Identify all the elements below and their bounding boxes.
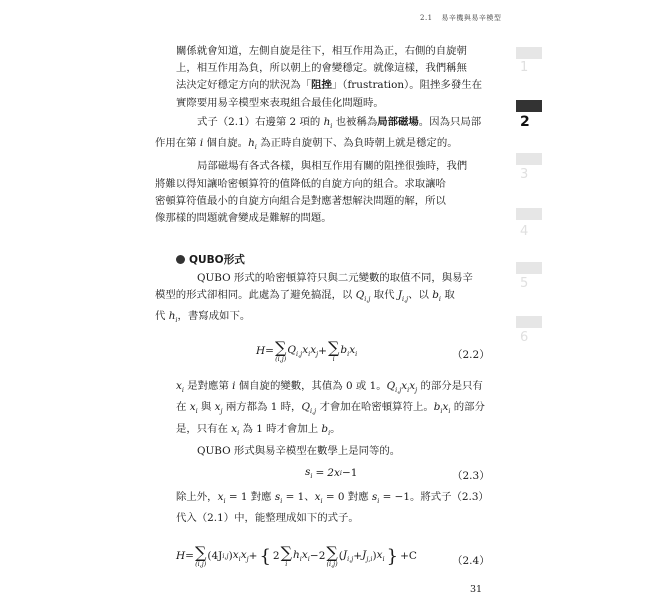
text-line: 除上外， bbox=[176, 491, 218, 503]
text-line: = −1。將式子（2.3） bbox=[379, 491, 489, 503]
text-line: = 1、 bbox=[282, 491, 315, 503]
text-line: 、以 bbox=[408, 289, 433, 302]
chapter-tab-label-4: 4 bbox=[520, 224, 529, 239]
term-local-field: 局部磁場 bbox=[377, 115, 419, 128]
text-line: 代 bbox=[155, 310, 169, 323]
chapter-tab-2 bbox=[516, 100, 542, 112]
term-frustration: 阻挫 bbox=[311, 79, 332, 92]
text-line: 也被稱為 bbox=[335, 115, 378, 128]
equation-2-3: $s_i$ = 2x i −1 bbox=[305, 466, 358, 481]
text-line: = 0 對應 bbox=[322, 491, 372, 503]
sum-symbol: ∑ (i,j) bbox=[194, 543, 207, 568]
chapter-tab-1 bbox=[516, 47, 542, 59]
paragraph-qubo-intro: QUBO 形式的哈密頓算符只與二元變數的取值不同，與易辛 模型的形式卻相同。此處為了避免搞混，以 $Q_{i,j}$ 取代 $J_{i,j}$、以 $b_i$ 取 代 $h_i$，書寫成如下。 bbox=[155, 272, 473, 325]
bullet-icon bbox=[176, 255, 185, 264]
chapter-tab-label-5: 5 bbox=[520, 276, 529, 291]
text-line: 式子（2.1）右邊第 2 項的 bbox=[197, 115, 324, 128]
text-line: 在 bbox=[176, 401, 190, 414]
text-line: 才會加在哈密頓算符上。 bbox=[316, 401, 434, 414]
running-head bbox=[420, 13, 570, 23]
text-line: 兩方都為 1 時， bbox=[222, 401, 302, 414]
chapter-tab-label-6: 6 bbox=[520, 330, 529, 345]
text-line: 與 bbox=[197, 401, 215, 414]
page-number: 31 bbox=[470, 584, 483, 595]
equation-number-2-3: （2.3） bbox=[452, 470, 490, 482]
text-line: QUBO 形式的哈密頓算符只與二元變數的取值不同，與易辛 bbox=[197, 272, 473, 284]
sum-symbol: ∑ i bbox=[327, 338, 340, 363]
sum-symbol: ∑ i bbox=[280, 543, 293, 568]
text-line: 。因為只局部 bbox=[418, 115, 482, 128]
text-line: 代入（2.1）中，能整理成如下的式子。 bbox=[176, 512, 359, 525]
text-line: = 1 對應 bbox=[225, 491, 275, 503]
paragraph-frustration bbox=[176, 43, 491, 112]
chapter-tab-label-2: 2 bbox=[520, 114, 530, 130]
text-line: 作用在第 bbox=[155, 137, 200, 150]
text-line: 像那樣的問題就會變成是難解的問題。 bbox=[155, 211, 332, 224]
text-line: 個自旋。 bbox=[203, 137, 249, 150]
equation-number-2-2: （2.2） bbox=[452, 349, 490, 361]
section-heading bbox=[176, 252, 245, 267]
text-line: 將難以得知讓哈密頓算符的值降低的自旋方向的組合。求取讓哈 bbox=[155, 177, 446, 190]
chapter-tab-6 bbox=[516, 316, 542, 328]
text-line: 的部分 bbox=[450, 401, 485, 414]
text-line: 是，只有在 bbox=[176, 422, 232, 435]
text-line: 實際要用易辛模型來表現組合最佳化問題時。 bbox=[176, 96, 384, 109]
paragraph-equivalence: QUBO 形式與易辛模型在數學上是同等的。 bbox=[197, 444, 401, 457]
text-line: 模型的形式卻相同。此處為了避免搞混，以 bbox=[155, 289, 356, 302]
chapter-tab-3 bbox=[516, 153, 542, 165]
running-head-title: 易辛機與易辛模型 bbox=[441, 14, 502, 22]
text-line: 。 bbox=[330, 422, 341, 435]
equation-2-2: H = ∑ (i,j) $Q_{i,j}x_ix_j$ + ∑ i $b_ix_i$ bbox=[256, 338, 358, 363]
text-line: 為 1 時才會加上 bbox=[239, 422, 322, 435]
chapter-tab-4 bbox=[516, 208, 542, 220]
text-line: 密頓算符值最小的自旋方向組合是對應著想解決問題的解，所以 bbox=[155, 194, 446, 207]
text-line: 上，相互作用為負，所以朝上的會變穩定。就像這樣，我們稱無 bbox=[176, 62, 467, 75]
text-line: ，書寫成如下。 bbox=[177, 310, 251, 323]
chapter-tab-label-3: 3 bbox=[520, 167, 529, 182]
sum-symbol: ∑ (i,j) bbox=[274, 338, 287, 363]
sum-symbol: ∑ (i,j) bbox=[326, 543, 338, 568]
text-line: 法決定好穩定方向的狀況為「 bbox=[176, 79, 312, 92]
text-line: 為正時自旋朝下、為負時朝上就是穩定的。 bbox=[260, 137, 458, 150]
text-line: 取 bbox=[441, 289, 455, 302]
body-text bbox=[155, 43, 491, 227]
paragraph-local-field: 式子（2.1）右邊第 2 項的 $h_i$ 也被稱為局部磁場。因為只局部 作用在第 i 個自旋。$h_i$ 為正時自旋朝下、為負時朝上就是穩定的。 bbox=[155, 115, 482, 152]
section-heading-text: QUBO形式 bbox=[189, 254, 245, 266]
text-line: 的部分是只有 bbox=[417, 380, 483, 392]
text-line: 取代 bbox=[370, 289, 398, 302]
text-line: 個自旋的變數，其值為 0 或 1。 bbox=[235, 380, 387, 392]
text-line: 局部磁場有各式各樣，與相互作用有關的阻挫很強時，我們 bbox=[197, 160, 468, 173]
chapter-tab-5 bbox=[516, 262, 542, 274]
text-line: 是對應第 bbox=[183, 380, 233, 392]
chapter-tab-label-1: 1 bbox=[520, 60, 529, 75]
running-head-section: 2.1 bbox=[420, 14, 433, 22]
paragraph-qubo-terms: $x_i$ 是對應第 i 個自旋的變數，其值為 0 或 1。$Q_{i,j}x_ix_j$ 的部分是只有 在 $x_i$ 與 $x_j$ 兩方都為 1 時，$Q_{i,j}$ 才會加在哈密頓算符上。$b_ix_i$ 的部分 是，只有在 $x_i$ 為 1 時才會加上 $b_i$。 QUBO 形式與易辛模型在數學上是同等的。 bbox=[176, 378, 491, 460]
text-line: 關係就會知道，左側自旋是往下，相互作用為正，右側的自旋朝 bbox=[176, 45, 467, 57]
paragraph-substitution: 除上外，$x_i = 1$ 對應 $s_i = 1$、$x_i = 0$ 對應 $s_i = -1$。將式子（2.3） 代入（2.1）中，能整理成如下的式子。 bbox=[176, 491, 489, 525]
equation-2-4: H = ∑ (i,j) (4J i,j ) $x_ix_j$ + { 2 ∑ i $h_ix_i$ −2 ∑ (i,j) ( $J_{i,j}$ + $J_{j,i}$ ) $x_i$ } +C bbox=[176, 543, 417, 568]
paragraph-hardness bbox=[155, 158, 491, 227]
equation-number-2-4: （2.4） bbox=[452, 555, 490, 567]
text-line: 」（frustration）。阻挫多發生在 bbox=[331, 79, 482, 92]
